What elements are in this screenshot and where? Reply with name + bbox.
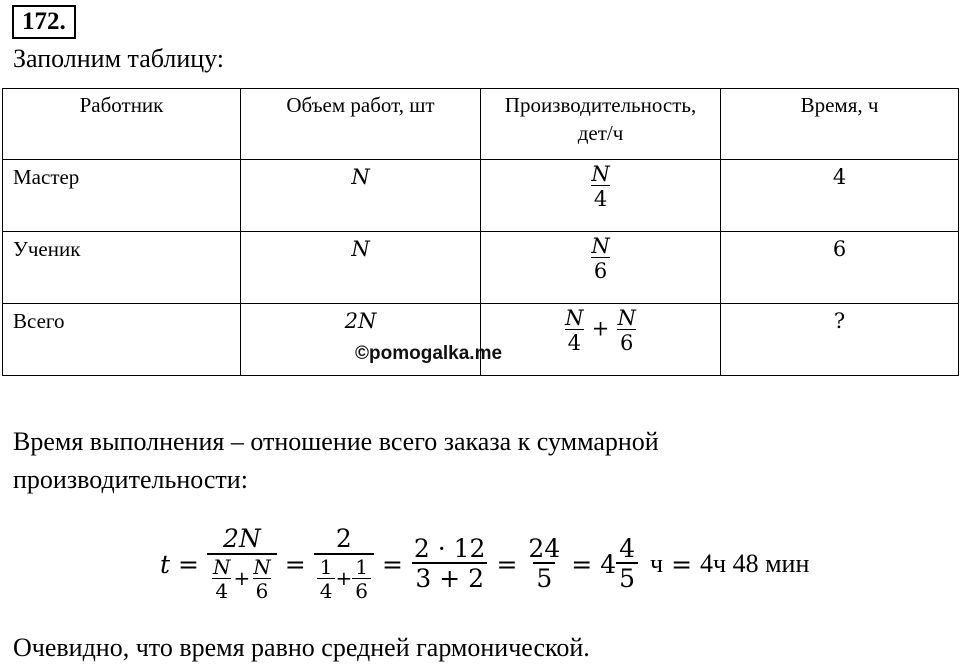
header-worker: Работник bbox=[3, 89, 241, 160]
paragraph-line-1: Время выполнения – отношение всего заказа к суммарной bbox=[13, 427, 659, 456]
fraction-denominator bbox=[314, 553, 374, 602]
inner-fraction bbox=[352, 554, 371, 603]
volume-value: N bbox=[351, 165, 370, 189]
volume-value: N bbox=[351, 237, 370, 261]
time-formula bbox=[160, 514, 809, 614]
mixed-whole: 4 bbox=[600, 549, 617, 579]
inner-denominator: 4 bbox=[212, 578, 231, 602]
inner-numerator: 1 bbox=[355, 554, 368, 579]
data-table bbox=[2, 88, 959, 376]
equals-sign: = bbox=[496, 549, 518, 579]
fraction-numerator: 2 · 12 bbox=[413, 533, 486, 563]
fraction-numerator: 24 bbox=[528, 533, 561, 563]
rate-numerator: N bbox=[565, 306, 584, 330]
formula-fraction-1 bbox=[207, 526, 277, 601]
cell-time bbox=[721, 160, 959, 232]
rate-fraction bbox=[588, 235, 612, 282]
inner-denominator: 4 bbox=[317, 578, 336, 602]
rate-numerator: N bbox=[591, 162, 610, 186]
cell-time bbox=[721, 304, 959, 376]
plus-sign: + bbox=[335, 565, 353, 590]
intro-text: Заполним таблицу: bbox=[13, 44, 225, 73]
rate-fraction-b bbox=[615, 307, 639, 354]
header-volume: Объем работ, шт bbox=[241, 89, 481, 160]
plus-sign: + bbox=[591, 316, 610, 341]
paragraph-line-2: производительности: bbox=[13, 465, 248, 494]
fraction-numerator: 2 bbox=[335, 524, 352, 554]
formula-result: 4ч 48 мин bbox=[700, 549, 810, 578]
conclusion-text: Очевидно, что время равно средней гармонической. bbox=[13, 633, 590, 662]
plus-sign: + bbox=[233, 565, 251, 590]
mixed-fraction bbox=[616, 533, 638, 593]
inner-fraction bbox=[210, 554, 234, 603]
rate-denominator: 6 bbox=[591, 257, 610, 282]
header-time: Время, ч bbox=[721, 89, 959, 160]
inner-fraction bbox=[317, 554, 336, 603]
fraction-denominator: 3 + 2 bbox=[412, 562, 487, 592]
fraction-denominator: 5 bbox=[616, 562, 638, 592]
equals-sign: = bbox=[284, 549, 306, 579]
rate-numerator: N bbox=[617, 306, 636, 330]
cell-worker: Мастер bbox=[3, 160, 241, 232]
rate-denominator: 4 bbox=[565, 329, 584, 354]
rate-denominator: 4 bbox=[591, 185, 610, 210]
table-row bbox=[3, 232, 959, 304]
inner-numerator: 1 bbox=[319, 554, 333, 579]
watermark: ©pomogalka.me bbox=[355, 343, 503, 364]
unit-label: ч bbox=[650, 549, 664, 578]
table-header-row bbox=[3, 89, 959, 160]
inner-fraction bbox=[250, 554, 274, 603]
equals-sign: = bbox=[671, 549, 693, 579]
cell-volume bbox=[241, 232, 481, 304]
time-value: ? bbox=[833, 309, 846, 333]
time-value: 4 bbox=[832, 165, 847, 189]
inner-numerator: N bbox=[213, 554, 231, 579]
cell-worker: Всего bbox=[3, 304, 241, 376]
formula-fraction-3 bbox=[411, 533, 489, 593]
rate-fraction-a bbox=[562, 307, 586, 354]
cell-rate bbox=[481, 160, 721, 232]
cell-time bbox=[721, 232, 959, 304]
fraction-numerator: 4 bbox=[619, 533, 635, 563]
formula-fraction-2 bbox=[314, 526, 374, 601]
rate-numerator: N bbox=[591, 234, 610, 258]
rate-fraction bbox=[588, 163, 612, 210]
inner-numerator: N bbox=[253, 554, 271, 579]
rate-denominator: 6 bbox=[617, 329, 636, 354]
inner-denominator: 6 bbox=[352, 578, 371, 602]
volume-value: 2N bbox=[344, 309, 377, 333]
formula-fraction-4 bbox=[525, 533, 563, 593]
cell-volume bbox=[241, 160, 481, 232]
header-rate-text: Производительность, дет/ч bbox=[504, 93, 697, 145]
cell-rate bbox=[481, 304, 721, 376]
inner-denominator: 6 bbox=[253, 578, 272, 602]
table-row bbox=[3, 160, 959, 232]
equals-sign: = bbox=[381, 549, 403, 579]
equals-sign: = bbox=[571, 549, 593, 579]
formula-t: t bbox=[160, 549, 171, 579]
fraction-denominator: 5 bbox=[533, 562, 555, 592]
cell-worker: Ученик bbox=[3, 232, 241, 304]
header-rate bbox=[481, 89, 721, 160]
cell-rate bbox=[481, 232, 721, 304]
equals-sign: = bbox=[178, 549, 199, 579]
time-value: 6 bbox=[832, 237, 847, 261]
fraction-denominator bbox=[207, 553, 277, 602]
fraction-numerator: 2N bbox=[222, 524, 261, 554]
problem-number: 172. bbox=[12, 5, 76, 39]
